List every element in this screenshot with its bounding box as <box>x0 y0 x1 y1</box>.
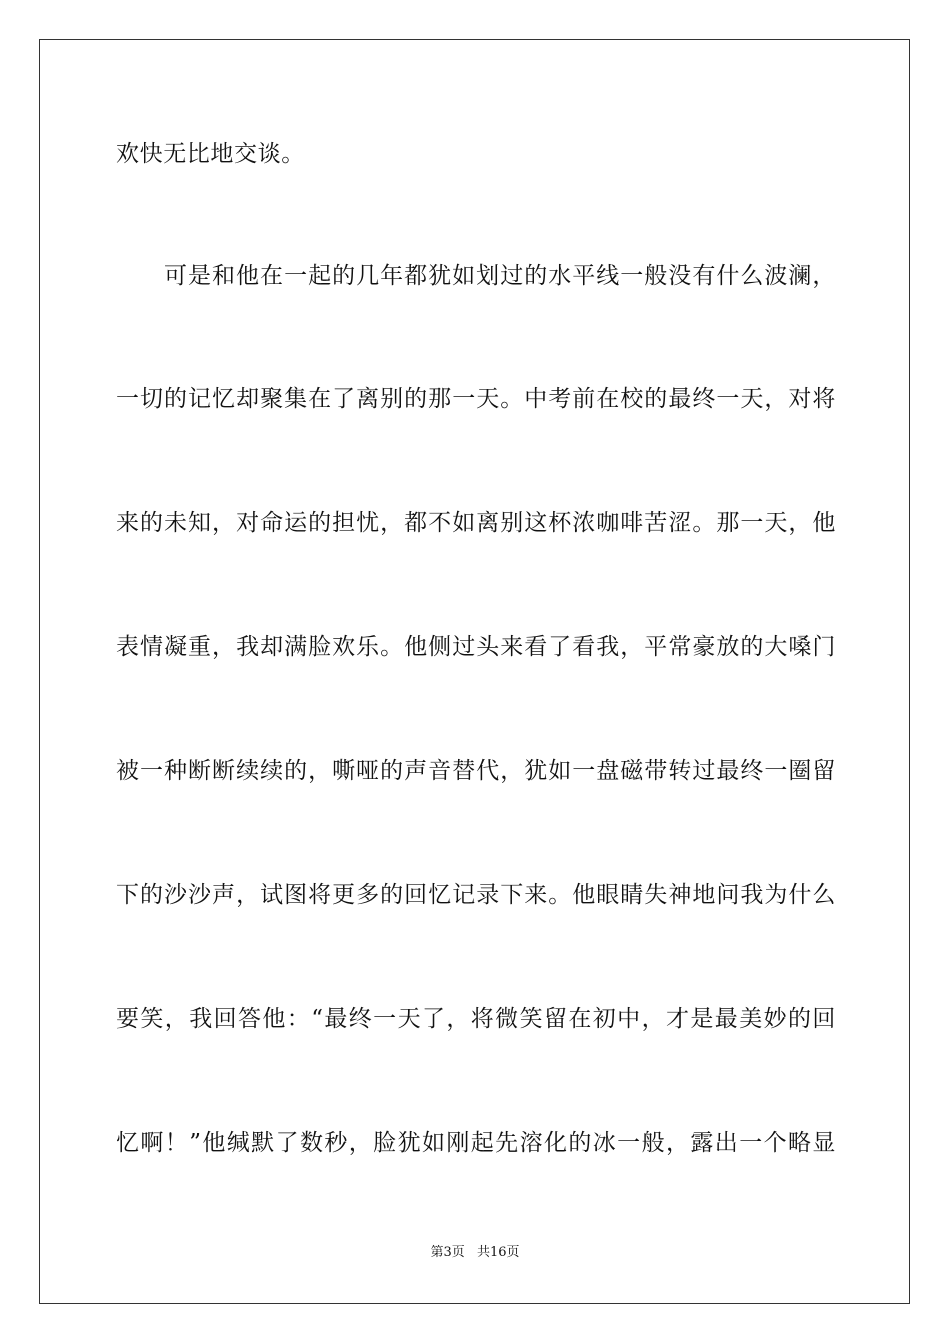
text-line-4: 来的未知，对命运的担忧，都不如离别这杯浓咖啡苦涩。那一天，他 <box>116 510 836 536</box>
text-line-3: 一切的记忆却聚集在了离别的那一天。中考前在校的最终一天，对将 <box>116 386 836 412</box>
text-line-2: 可是和他在一起的几年都犹如划过的水平线一般没有什么波澜， <box>164 263 836 289</box>
page-number: 第3页 <box>430 1245 465 1260</box>
page-footer <box>0 1245 950 1261</box>
page-total: 共16页 <box>476 1245 520 1260</box>
page-border <box>39 39 910 1304</box>
text-line-6: 被一种断断续续的，嘶哑的声音替代，犹如一盘磁带转过最终一圈留 <box>116 758 836 784</box>
text-line-9: 忆啊！”他缄默了数秒，脸犹如刚起先溶化的冰一般，露出一个略显 <box>116 1130 836 1156</box>
text-line-1: 欢快无比地交谈。 <box>116 141 305 167</box>
text-line-7: 下的沙沙声，试图将更多的回忆记录下来。他眼睛失神地问我为什么 <box>116 882 836 908</box>
text-line-5: 表情凝重，我却满脸欢乐。他侧过头来看了看我，平常豪放的大嗓门 <box>116 634 836 660</box>
text-line-8: 要笑，我回答他：“最终一天了，将微笑留在初中，才是最美妙的回 <box>116 1006 836 1032</box>
